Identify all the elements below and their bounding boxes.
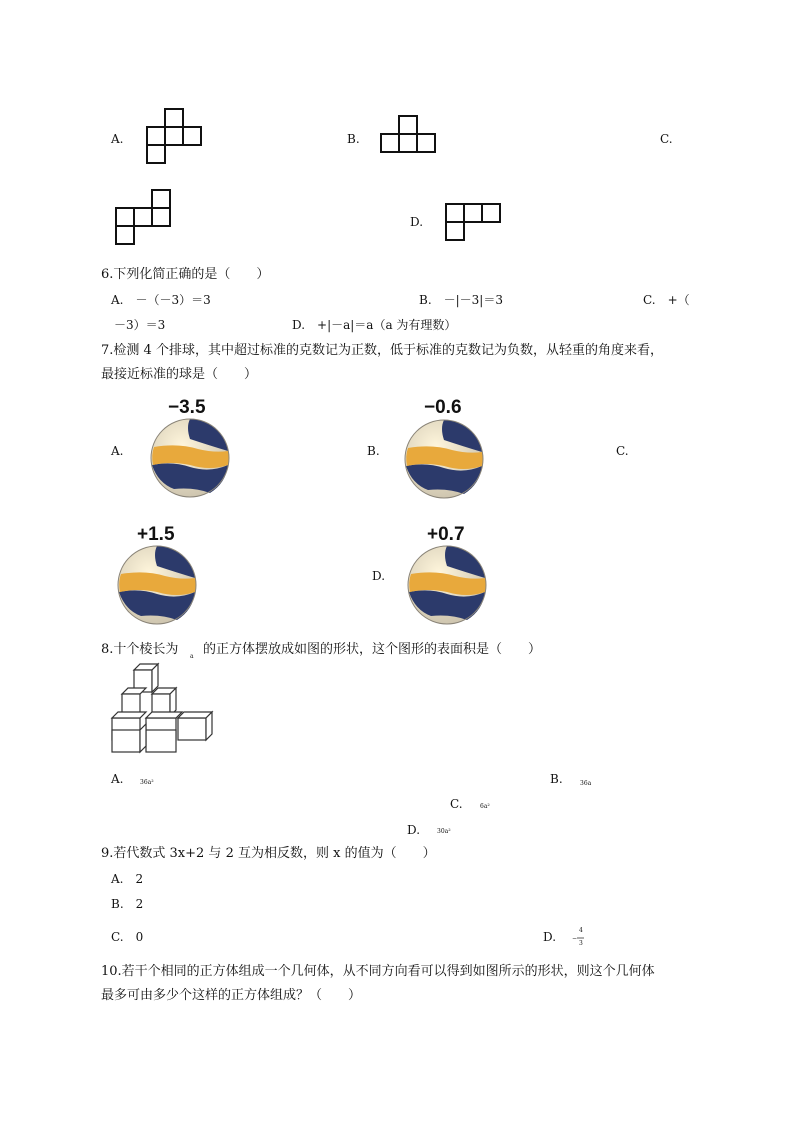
q7-stem-line1: 7.检测 4 个排球，其中超过标准的克数记为正数，低于标准的克数记为负数，从轻重的角度来看， bbox=[101, 343, 663, 358]
q8-option-b-value: 36a bbox=[580, 780, 592, 787]
q5-option-a-net-figure bbox=[146, 108, 206, 166]
volleyball-d-icon bbox=[405, 544, 489, 626]
q9-stem: 9.若代数式 3x+2 与 2 互为相反数，则 x 的值为（ ） bbox=[101, 846, 436, 861]
q8-option-c-label[interactable]: C. bbox=[450, 797, 463, 811]
q10-stem-line2: 最多可由多少个这样的正方体组成？（ ） bbox=[101, 988, 362, 1003]
q6-option-a[interactable]: A. －（－3）＝3 bbox=[111, 293, 211, 307]
q9-fraction-bar bbox=[577, 937, 585, 939]
q8-option-a-label[interactable]: A. bbox=[111, 772, 124, 786]
q6-option-c[interactable]: C. +（ bbox=[643, 293, 690, 307]
q7-ball-c-weight: +1.5 bbox=[137, 524, 175, 545]
q5-option-d-label[interactable]: D. bbox=[410, 215, 424, 229]
volleyball-a-icon bbox=[148, 417, 232, 499]
q8-option-a-value: 36a² bbox=[140, 779, 154, 786]
q9-option-c[interactable]: C. 0 bbox=[111, 930, 144, 944]
q8-stem-start: 8.十个棱长为 bbox=[101, 642, 179, 657]
q7-ball-b-weight: −0.6 bbox=[424, 397, 462, 418]
q5-option-a-label[interactable]: A. bbox=[111, 132, 124, 146]
q7-ball-d-weight: +0.7 bbox=[427, 524, 465, 545]
q8-option-d-label[interactable]: D. bbox=[407, 823, 421, 837]
q6-option-d[interactable]: D. +|－a|＝a（a 为有理数） bbox=[292, 318, 457, 332]
q7-option-a-label[interactable]: A. bbox=[111, 444, 124, 458]
q8-stem-variable: a bbox=[190, 653, 194, 660]
q5-option-b-net-figure bbox=[380, 115, 440, 155]
q8-option-d-value: 30a² bbox=[437, 828, 451, 835]
q8-option-b-label[interactable]: B. bbox=[550, 772, 563, 786]
q5-option-c-net-figure bbox=[115, 189, 175, 247]
q7-ball-a-weight: −3.5 bbox=[168, 397, 206, 418]
volleyball-b-icon bbox=[402, 418, 486, 500]
q5-option-c-label[interactable]: C. bbox=[660, 132, 673, 146]
q9-option-d-sign: − bbox=[572, 935, 578, 942]
q7-option-c-label[interactable]: C. bbox=[616, 444, 629, 458]
q9-option-d-label[interactable]: D. bbox=[543, 930, 557, 944]
q8-stem-end: 的正方体摆放成如图的形状，这个图形的表面积是（ ） bbox=[203, 642, 542, 657]
q6-option-b[interactable]: B. －|－3|＝3 bbox=[419, 293, 503, 307]
volleyball-c-icon bbox=[115, 544, 199, 626]
q8-option-c-value: 6a² bbox=[480, 803, 490, 810]
q7-stem-line2: 最接近标准的球是（ ） bbox=[101, 367, 258, 382]
q7-option-b-label[interactable]: B. bbox=[367, 444, 380, 458]
q10-stem-line1: 10.若干个相同的正方体组成一个几何体，从不同方向看可以得到如图所示的形状，则这个几何体 bbox=[101, 964, 655, 979]
q9-option-d-denominator: 3 bbox=[579, 940, 583, 947]
q5-option-b-label[interactable]: B. bbox=[347, 132, 360, 146]
q7-option-d-label[interactable]: D. bbox=[372, 569, 386, 583]
q6-option-c-continued[interactable]: －3）＝3 bbox=[114, 318, 166, 332]
q5-option-d-net-figure bbox=[445, 203, 505, 243]
q9-option-d-numerator: 4 bbox=[579, 927, 583, 934]
q9-option-a[interactable]: A. 2 bbox=[111, 872, 144, 886]
q8-stacked-cubes-figure bbox=[110, 668, 216, 754]
q6-stem: 6.下列化简正确的是（ ） bbox=[101, 267, 270, 282]
q9-option-b[interactable]: B. 2 bbox=[111, 897, 144, 911]
